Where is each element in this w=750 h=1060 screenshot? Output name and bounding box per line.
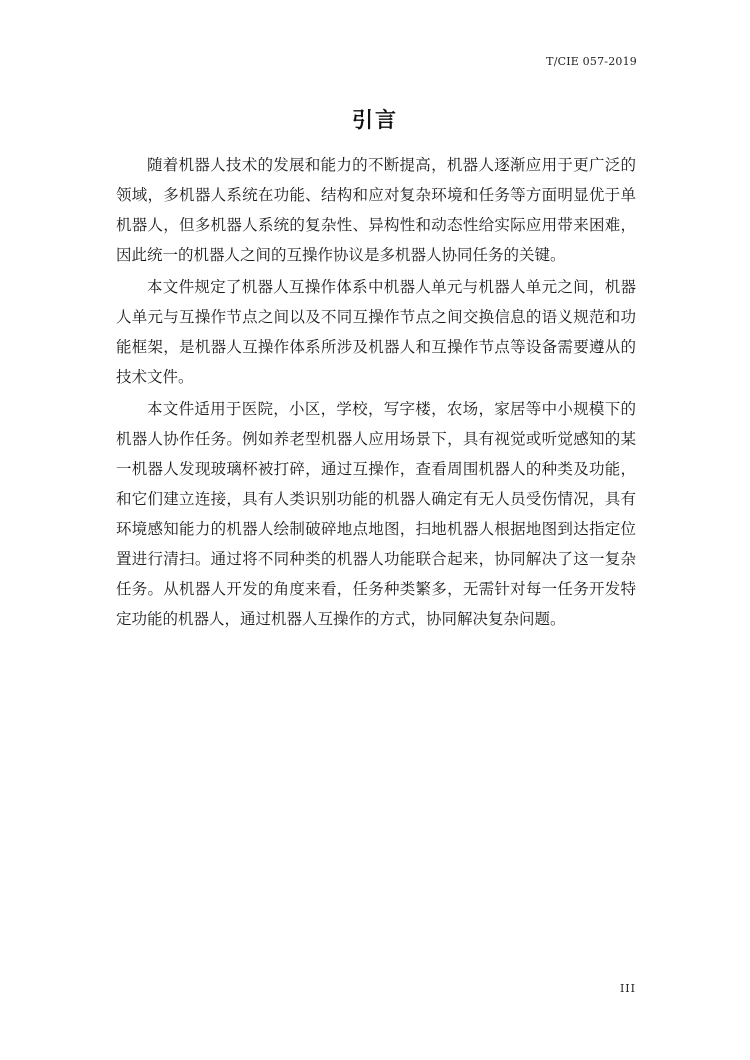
page-number: III <box>619 982 636 995</box>
standard-code: T/CIE 057-2019 <box>546 55 637 68</box>
paragraph-1: 随着机器人技术的发展和能力的不断提高，机器人逐渐应用于更广泛的领域，多机器人系统在功能、结构和应对复杂环境和任务等方面明显优于单机器人，但多机器人系统的复杂性、异构性和动态性给实际应用带来困难，因此统一的机器人之间的互操作协议是多机器人协同任务的关键。 <box>116 156 636 264</box>
paragraph-2: 本文件规定了机器人互操作体系中机器人单元与机器人单元之间，机器人单元与互操作节点之间以及不同互操作节点之间交换信息的语义规范和功能框架，是机器人互操作体系所涉及机器人和互操作节点等设备需要遵从的技术文件。 <box>116 278 636 386</box>
paragraph-3: 本文件适用于医院，小区，学校，写字楼，农场，家居等中小规模下的机器人协作任务。例如养老型机器人应用场景下，具有视觉或听觉感知的某一机器人发现玻璃杯被打碎，通过互操作，查看周围机器人的种类及功能，和它们建立连接，具有人类识别功能的机器人确定有无人员受伤情况，具有环境感知能力的机器人绘制破碎地点地图，扫地机器人根据地图到达指定位置进行清扫。通过将不同种类的机器人功能联合起来，协同解决了这一复杂任务。从机器人开发的角度来看，任务种类繁多，无需针对每一任务开发特定功能的机器人，通过机器人互操作的方式，协同解决复杂问题。 <box>116 400 636 628</box>
body-text <box>116 150 636 636</box>
section-title: 引言 <box>352 108 398 132</box>
